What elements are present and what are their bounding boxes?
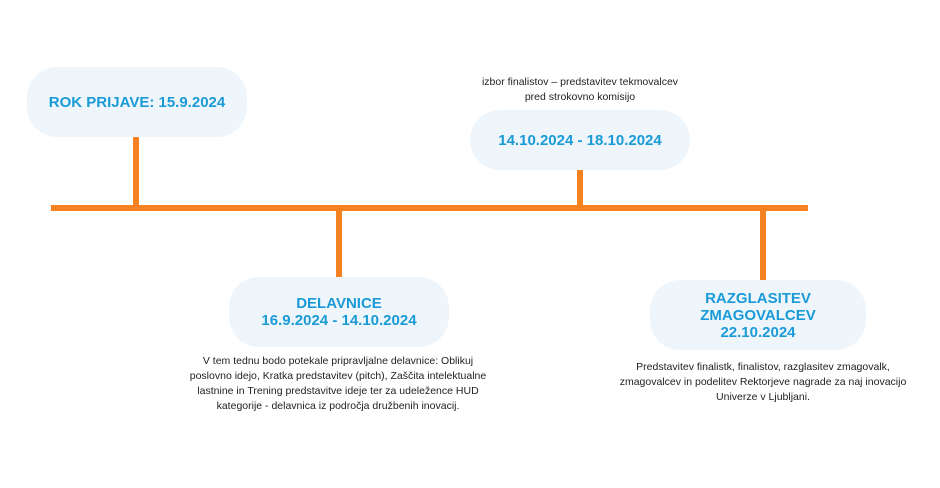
milestone-description-delavnice: V tem tednu bodo potekale pripravljalne delavnice: Oblikuj poslovno idejo, Kratka predstavitev (pitch), Zaščita intelektualne lastnine in Trening predstavitve ideje ter za udeležence HUD kategorije - delavnica iz področja družbenih inovacij.	[189, 355, 487, 412]
timeline-line	[51, 205, 808, 211]
milestone-delavnice	[229, 277, 449, 347]
milestone-label: ROK PRIJAVE: 15.9.2024	[48, 93, 226, 111]
connector-delavnice	[336, 210, 342, 277]
milestone-dates: 14.10.2024 - 18.10.2024	[498, 131, 662, 149]
milestone-izbor-finalistov	[470, 110, 690, 170]
connector-rok-prijave	[133, 136, 139, 206]
milestone-dates: 22.10.2024	[720, 323, 796, 341]
milestone-description-izbor: izbor finalistov – predstavitev tekmovalcev pred strokovno komisijo	[481, 76, 679, 103]
milestone-title: DELAVNICE	[296, 295, 382, 312]
milestone-title-line1: RAZGLASITEV	[705, 289, 811, 307]
milestone-rok-prijave	[27, 67, 247, 137]
milestone-title-line2: ZMAGOVALCEV	[700, 306, 816, 324]
milestone-razglasitev	[650, 280, 866, 350]
milestone-description-razglasitev: Predstavitev finalistk, finalistov, razglasitev zmagovalk, zmagovalcev in podelitev Rektorjeve nagrade za naj inovacijo Univerze v Ljubljani.	[619, 361, 907, 403]
connector-izbor-finalistov	[577, 170, 583, 206]
connector-razglasitev	[760, 210, 766, 280]
milestone-dates: 16.9.2024 - 14.10.2024	[261, 312, 417, 329]
